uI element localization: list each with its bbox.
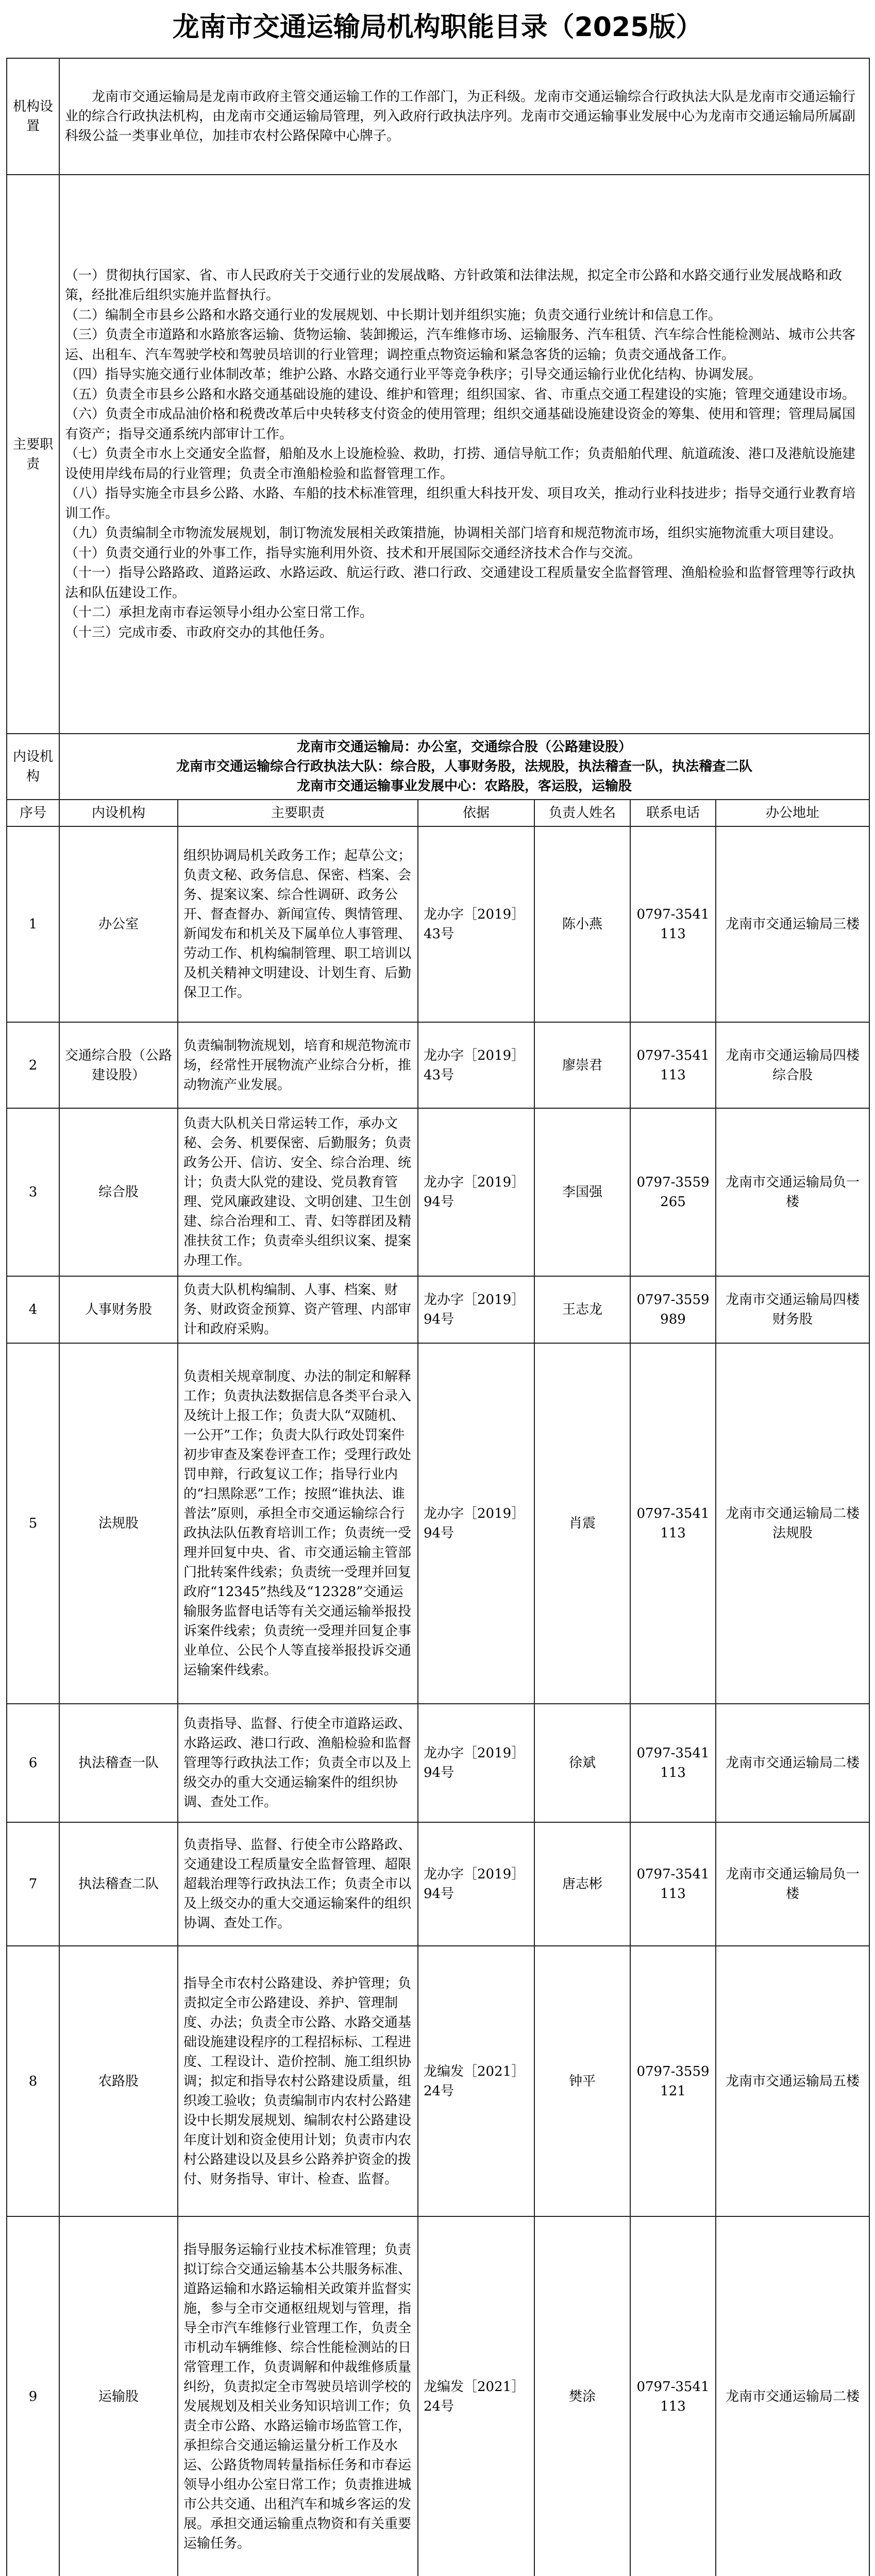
org-setup-text: 龙南市交通运输局是龙南市政府主管交通运输工作的工作部门，为正科级。龙南市交通运输综合行政执法大队是龙南市交通运输行业的综合行政执法机构，由龙南市交通运输局管理，列入政府行政执法序列。龙南市交通运输事业发展中心为龙南市交通运输局所属副科级公益一类事业单位，加挂市农村公路保障中心牌子。 xyxy=(59,58,869,175)
row-responsibility: 负责指导、监督、行使全市道路运政、水路运政、港口行政、渔船检验和监督管理等行政执法工作；负责全市以及上级交办的重大交通运输案件的组织协调、查处工作。 xyxy=(178,1704,418,1822)
duty-item: （四）指导实施交通行业体制改革；维护公路、水路交通行业平等竞争秩序；引导交通运输行业优化结构、协调发展。 xyxy=(65,367,762,383)
row-department: 农路股 xyxy=(59,1946,178,2216)
row-person: 钟平 xyxy=(534,1946,630,2216)
duty-item: （二）编制全市县乡公路和水路交通行业的发展规划、中长期计划并组织实施；负责交通行业统计和信息工作。 xyxy=(65,307,722,323)
row-responsibility: 负责指导、监督、行使全市公路路政、交通建设工程质量安全监督管理、超限超载治理等行政执法工作；负责全市以及上级交办的重大交通运输案件的组织协调、查处工作。 xyxy=(178,1822,418,1946)
main-duties-list xyxy=(59,175,869,734)
row-seq: 9 xyxy=(7,2216,59,2576)
row-department: 综合股 xyxy=(59,1108,178,1276)
row-person: 樊涂 xyxy=(534,2216,630,2576)
row-phone: 0797-3541113 xyxy=(630,1022,716,1108)
duty-item: （一）贯彻执行国家、省、市人民政府关于交通行业的发展战略、方针政策和法律法规，拟定全市公路和水路交通行业发展战略和政策，经批准后组织实施并监督执行。 xyxy=(65,267,843,303)
row-basis: 龙办字［2019］94号 xyxy=(418,1822,534,1946)
inner-org-line: 龙南市交通运输局：办公室，交通综合股（公路建设股） xyxy=(297,739,632,755)
row-person: 王志龙 xyxy=(534,1276,630,1343)
row-phone: 0797-3559989 xyxy=(630,1276,716,1343)
org-setup-row xyxy=(7,58,869,175)
row-responsibility: 指导服务运输行业技术标准管理；负责拟订综合交通运输基本公共服务标准、道路运输和水路运输相关政策并监督实施，参与全市交通枢纽规划与管理，指导全市汽车维修行业管理工作，负责全市机动车辆维修、综合性能检测站的日常管理工作，负责调解和仲裁维修质量纠纷，负责拟定全市驾驶员培训学校的发展规划及相关业务知识培训工作；负责全市公路、水路运输市场监管工作，承担综合交通运输运量分析工作及水运、公路货物周转量指标任务和市春运领导小组办公室日常工作；负责推进城市公共交通、出租汽车和城乡客运的发展。承担交通运输重点物资和有关重要运输任务。 xyxy=(178,2216,418,2576)
row-address: 龙南市交通运输局二楼 xyxy=(716,2216,869,2576)
row-address: 龙南市交通运输局四楼综合股 xyxy=(716,1022,869,1108)
row-department: 执法稽查二队 xyxy=(59,1822,178,1946)
row-seq: 2 xyxy=(7,1022,59,1108)
duty-item: （十）负责交通行业的外事工作，指导实施利用外资、技术和开展国际交通经济技术合作与交流。 xyxy=(65,545,642,561)
inner-org-line: 龙南市交通运输事业发展中心：农路股，客运股，运输股 xyxy=(297,778,632,794)
row-address: 龙南市交通运输局二楼 xyxy=(716,1704,869,1822)
table-row xyxy=(7,1276,869,1343)
column-header: 主要职责 xyxy=(178,800,418,826)
duty-item: （六）负责全市成品油价格和税费改革后中央转移支付资金的使用管理；组织交通基础设施建设资金的筹集、使用和管理；管理局属国有资产；指导交通系统内部审计工作。 xyxy=(65,406,856,442)
duty-item: （八）指导实施全市县乡公路、水路、车船的技术标准管理，组织重大科技开发、项目攻关，推动行业科技进步；指导交通行业教育培训工作。 xyxy=(65,486,856,521)
main-duties-label: 主要职责 xyxy=(7,175,59,734)
table-header-row xyxy=(7,800,869,826)
row-department: 办公室 xyxy=(59,826,178,1022)
row-phone: 0797-3541113 xyxy=(630,2216,716,2576)
row-address: 龙南市交通运输局三楼 xyxy=(716,826,869,1022)
duty-item: （七）负责全市水上交通安全监督，船舶及水上设施检验、救助，打捞、通信导航工作；负责船舶代理、航道疏浚、港口及港航设施建设使用岸线布局的行业管理；负责全市渔船检验和监督管理工作。 xyxy=(65,446,856,482)
directory-table xyxy=(6,58,870,2576)
table-row xyxy=(7,1022,869,1108)
row-responsibility: 负责大队机关日常运转工作，承办文秘、会务、机要保密、后勤服务；负责政务公开、信访、安全、综合治理、统计；负责大队党的建设、党员教育管理、党风廉政建设、文明创建、卫生创建、综合治理和工、青、妇等群团及精准扶贫工作；负责牵头组织议案、提案办理工作。 xyxy=(178,1108,418,1276)
row-seq: 6 xyxy=(7,1704,59,1822)
row-basis: 龙编发［2021］24号 xyxy=(418,1946,534,2216)
row-responsibility: 指导全市农村公路建设、养护管理；负责拟定全市公路建设、养护、管理制度、办法；负责全市公路、水路交通基础设施建设程序的工程招标标、工程进度、工程设计、造价控制、施工组织协调；拟定和指导农村公路建设质量，组织竣工验收；负责编制市内农村公路建设中长期发展规划、编制农村公路建设年度计划和资金使用计划；负责市内农村公路建设以及县乡公路养护资金的拨付、财务指导、审计、检查、监督。 xyxy=(178,1946,418,2216)
row-phone: 0797-3541113 xyxy=(630,1704,716,1822)
row-seq: 3 xyxy=(7,1108,59,1276)
duty-item: （三）负责全市道路和水路旅客运输、货物运输、装卸搬运，汽车维修市场、运输服务、汽车租赁、汽车综合性能检测站、城市公共客运、出租车、汽车驾驶学校和驾驶员培训的行业管理；调控重点物资运输和紧急客货的运输；负责交通战备工作。 xyxy=(65,327,856,363)
inner-org-label: 内设机构 xyxy=(7,734,59,800)
duty-item: （五）负责全市县乡公路和水路交通基础设施的建设、维护和管理；组织国家、省、市重点交通工程建设的实施；管理交通建设市场。 xyxy=(65,386,856,402)
row-address: 龙南市交通运输局二楼法规股 xyxy=(716,1343,869,1704)
row-responsibility: 组织协调局机关政务工作；起草公文；负责文秘、政务信息、保密、档案、会务、提案议案、综合性调研、政务公开、督查督办、新闻宣传、舆情管理、新闻发布和机关及下属单位人事管理、劳动工作、机构编制管理、职工培训以及机关精神文明建设、计划生育、后勤保卫工作。 xyxy=(178,826,418,1022)
org-setup-label: 机构设置 xyxy=(7,58,59,175)
row-basis: 龙办字［2019］94号 xyxy=(418,1276,534,1343)
duty-item: （十一）指导公路路政、道路运政、水路运政、航运行政、港口行政、交通建设工程质量安全监督管理、渔船检验和监督管理等行政执法和队伍建设工作。 xyxy=(65,565,856,601)
inner-org-summary xyxy=(59,734,869,800)
row-basis: 龙办字［2019］94号 xyxy=(418,1343,534,1704)
row-phone: 0797-3541113 xyxy=(630,1822,716,1946)
row-phone: 0797-3541113 xyxy=(630,1343,716,1704)
row-seq: 8 xyxy=(7,1946,59,2216)
table-row xyxy=(7,2216,869,2576)
row-basis: 龙办字［2019］43号 xyxy=(418,826,534,1022)
row-responsibility: 负责编制物流规划，培育和规范物流市场，经常性开展物流产业综合分析，推动物流产业发展。 xyxy=(178,1022,418,1108)
row-department: 执法稽查一队 xyxy=(59,1704,178,1822)
row-basis: 龙办字［2019］94号 xyxy=(418,1108,534,1276)
row-phone: 0797-3559265 xyxy=(630,1108,716,1276)
row-responsibility: 负责相关规章制度、办法的制定和解释工作；负责执法数据信息各类平台录入及统计上报工作；负责大队“双随机、一公开”工作；负责大队行政处罚案件初步审查及案卷评查工作；受理行政处罚申辩，行政复议工作；指导行业内的“扫黑除恶”工作；按照“谁执法、谁普法”原则，承担全市交通运输综合行政执法队伍教育培训工作；负责统一受理并回复中央、省、市交通运输主管部门批转案件线索；负责统一受理并回复政府“12345”热线及“12328”交通运输服务监督电话等有关交通运输举报投诉案件线索；负责统一受理并回复企事业单位、公民个人等直接举报投诉交通运输案件线索。 xyxy=(178,1343,418,1704)
row-basis: 龙办字［2019］94号 xyxy=(418,1704,534,1822)
row-address: 龙南市交通运输局负一楼 xyxy=(716,1822,869,1946)
row-person: 李国强 xyxy=(534,1108,630,1276)
row-department: 运输股 xyxy=(59,2216,178,2576)
row-address: 龙南市交通运输局负一楼 xyxy=(716,1108,869,1276)
row-seq: 1 xyxy=(7,826,59,1022)
table-row xyxy=(7,826,869,1022)
column-header: 内设机构 xyxy=(59,800,178,826)
row-seq: 4 xyxy=(7,1276,59,1343)
column-header: 负责人姓名 xyxy=(534,800,630,826)
table-row xyxy=(7,1946,869,2216)
row-address: 龙南市交通运输局五楼 xyxy=(716,1946,869,2216)
row-department: 人事财务股 xyxy=(59,1276,178,1343)
table-row xyxy=(7,1108,869,1276)
row-phone: 0797-3541113 xyxy=(630,826,716,1022)
row-person: 肖震 xyxy=(534,1343,630,1704)
column-header: 办公地址 xyxy=(716,800,869,826)
row-address: 龙南市交通运输局四楼财务股 xyxy=(716,1276,869,1343)
table-row xyxy=(7,1704,869,1822)
row-seq: 7 xyxy=(7,1822,59,1946)
row-department: 法规股 xyxy=(59,1343,178,1704)
row-phone: 0797-3559121 xyxy=(630,1946,716,2216)
column-header: 联系电话 xyxy=(630,800,716,826)
table-row xyxy=(7,1343,869,1704)
duty-item: （九）负责编制全市物流发展规划，制订物流发展相关政策措施，协调相关部门培育和规范物流市场，组织实施物流重大项目建设。 xyxy=(65,526,843,541)
inner-org-line: 龙南市交通运输综合行政执法大队：综合股，人事财务股，法规股，执法稽查一队，执法稽查二队 xyxy=(176,759,753,774)
duty-item: （十二）承担龙南市春运领导小组办公室日常工作。 xyxy=(65,605,374,621)
table-row xyxy=(7,1822,869,1946)
row-seq: 5 xyxy=(7,1343,59,1704)
row-basis: 龙办字［2019］43号 xyxy=(418,1022,534,1108)
row-person: 唐志彬 xyxy=(534,1822,630,1946)
column-header: 序号 xyxy=(7,800,59,826)
row-department: 交通综合股（公路建设股） xyxy=(59,1022,178,1108)
main-duties-row xyxy=(7,175,869,734)
row-basis: 龙编发［2021］24号 xyxy=(418,2216,534,2576)
row-person: 徐斌 xyxy=(534,1704,630,1822)
page-title: 龙南市交通运输局机构职能目录（2025版） xyxy=(172,12,703,43)
row-person: 廖崇君 xyxy=(534,1022,630,1108)
inner-org-row xyxy=(7,734,869,800)
column-header: 依据 xyxy=(418,800,534,826)
table-body xyxy=(7,58,869,2576)
row-responsibility: 负责大队机构编制、人事、档案、财务、财政资金预算、资产管理、内部审计和政府采购。 xyxy=(178,1276,418,1343)
duty-item: （十三）完成市委、市政府交办的其他任务。 xyxy=(65,624,333,640)
row-person: 陈小燕 xyxy=(534,826,630,1022)
